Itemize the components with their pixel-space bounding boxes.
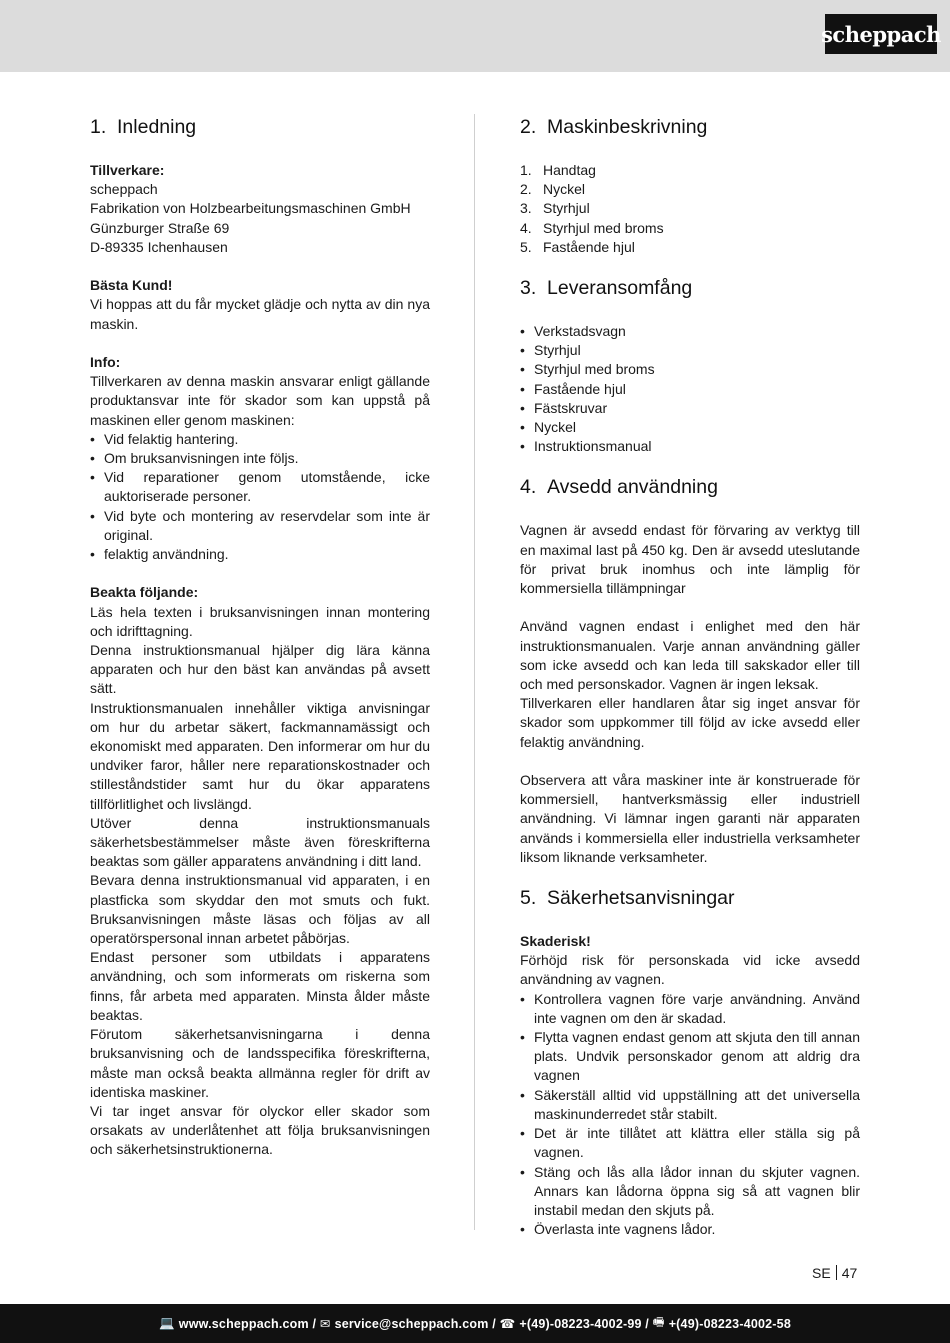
info-text: Tillverkaren av denna maskin ansvarar enligt gällande produktansvar inte för skador som kan uppstå på maskinen eller genom maskinen: [90,373,430,428]
computer-icon: 💻 [159,1316,175,1330]
page-number: SE 47 [812,1265,858,1281]
list-item: 2. Nyckel [520,181,586,198]
risk-text: Förhöjd risk för personskada vid icke avsedd användning av vagnen. [520,952,860,988]
list-item: • Styrhjul med broms [520,360,860,379]
manufacturer-line: scheppach [90,181,158,198]
list-item: • Kontrollera vagnen före varje användning. Använd inte vagnen om den är skadad. [520,990,860,1028]
list-item: • Stäng och lås alla lådor innan du skjuter vagnen. Annars kan lådorna öppna sig så att vagnen blir instabil medan den skjuts på. [520,1163,860,1221]
list-item: 1. Handtag [520,162,596,178]
list-item: • Vid reparationer genom utomstående, icke auktoriserade personer. [90,468,430,506]
section-heading-4: 4. Avsedd användning [520,476,718,499]
right-column [520,114,860,1239]
manufacturer-label: Tillverkare: [90,162,165,178]
list-item: • Styrhjul [520,341,860,360]
list-item: 3. Styrhjul [520,200,590,217]
manufacturer-line: Günzburger Straße 69 [90,219,230,236]
list-item: • Vid felaktig hantering. [90,430,430,449]
dear-customer-label: Bästa Kund! [90,277,173,294]
intended-use-paragraph: Använd vagnen endast i enlighet med den här instruktionsmanualen. Varje annan användning gäller som icke avsedd och kan leda till sakskador eller till och med personskador. Vagnen är ingen leksak. [520,618,860,693]
list-item: • Om bruksanvisningen inte följs. [90,449,430,468]
manufacturer-line: Fabrikation von Holzbearbeitungsmaschinen GmbH [90,200,411,217]
note-paragraph: Utöver denna instruktionsmanuals säkerhetsbestämmelser måste även föreskrifterna beaktas som gäller apparatens användning i ditt land. [90,814,430,870]
list-item: 5. Fastående hjul [520,238,635,255]
list-item: • Fästskruvar [520,399,860,418]
list-item: • Det är inte tillåtet att klättra eller ställa sig på vagnen. [520,1124,860,1162]
left-column [90,114,430,1160]
note-paragraph: Läs hela texten i bruksanvisningen innan montering och idrifttagning. [90,603,430,639]
scheppach-logo: scheppach [825,14,937,54]
info-list [90,430,430,564]
dear-customer-text: Vi hoppas att du får mycket glädje och nytta av din nya maskin. [90,296,430,332]
list-item: 4. Styrhjul med broms [520,219,664,236]
note-paragraph: Vi tar inget ansvar för olyckor eller skador som orsakats av underlåtenhet att följa bruksanvisningen och säkerhetsinstruktionerna. [90,1102,430,1158]
column-divider [474,114,475,1230]
note-paragraph: Instruktionsmanualen innehåller viktiga anvisningar om hur du arbetar säkert, fackmannamässigt och ekonomiskt med apparaten. Den informerar om hur du undviker faror, håller nere reparationskostnader och stilleståndstider samt hur du ökar apparatens tillförlitlighet och livslängd. [90,699,430,812]
parts-list [520,161,860,257]
top-bar [0,0,950,72]
note-label: Beakta följande: [90,584,199,601]
section-heading-2: 2. Maskinbeskrivning [520,116,708,138]
list-item: • Nyckel [520,418,860,437]
section-heading-3: 3. Leveransomfång [520,277,693,300]
note-paragraph: Denna instruktionsmanual hjälper dig lära känna apparaten och hur den bäst kan användas på avsett sätt. [90,642,430,697]
delivery-list [520,322,860,456]
note-paragraph: Förutom säkerhetsanvisningarna i denna bruksanvisning och de landsspecifika föreskrifterna, måste man också beakta allmänna regler för drift av identiska maskiner. [90,1026,430,1100]
section-heading-5: 5. Säkerhetsanvisningar [520,887,735,910]
list-item: • Säkerställ alltid vid uppställning att det universella maskinunderredet står stabilt. [520,1086,860,1124]
footer-phone: +(49)-08223-4002-99 / [519,1316,649,1331]
section-heading-1: 1. Inledning [90,116,197,138]
list-item: • Fastående hjul [520,380,860,399]
note-paragraph: Bevara denna instruktionsmanual vid apparaten, i en plastficka som skyddar den mot smuts och fukt. Bruksanvisningen måste läsas och följas av all operatörspersonal innan arbetet påbörjas. [90,872,430,947]
mail-icon: ✉ [319,1317,331,1331]
list-item: • Verkstadsvagn [520,322,860,341]
list-item: • Flytta vagnen endast genom att skjuta den till annan plats. Undvik personskador genom att aldrig dra vagnen [520,1028,860,1086]
footer-fax: +(49)-08223-4002-58 [668,1316,791,1331]
list-item: • Vid byte och montering av reservdelar som inte är original. [90,507,430,545]
phone-icon: ☎ [499,1317,516,1331]
footer-bar [0,1304,950,1343]
intended-use-paragraph: Tillverkaren eller handlaren åtar sig inget ansvar för skador som uppkommer till följd av icke avsedd eller felaktig användning. [520,695,860,750]
safety-list [520,990,860,1240]
footer-email[interactable]: service@scheppach.com / [334,1316,496,1331]
intended-use-paragraph: Vagnen är avsedd endast för förvaring av verktyg till en maximal last på 450 kg. Den är avsedd uteslutande för privat bruk inomhus och inte lämplig för kommersiella tillämpningar [520,522,860,597]
risk-label: Skaderisk! [520,933,591,950]
footer-web[interactable]: www.scheppach.com / [178,1316,317,1331]
manufacturer-line: D-89335 Ichenhausen [90,238,228,255]
fax-icon: 🖷 [652,1315,665,1329]
info-label: Info: [90,354,121,370]
list-item: • Överlasta inte vagnens lådor. [520,1220,860,1239]
list-item: • Instruktionsmanual [520,437,860,456]
list-item: • felaktig användning. [90,545,430,564]
note-paragraph: Endast personer som utbildats i apparatens användning, och som informerats om riskerna som finns, får arbeta med apparaten. Minsta ålder måste beaktas. [90,949,430,1023]
intended-use-paragraph: Observera att våra maskiner inte är konstruerade för kommersiell, hantverksmässig eller industriell användning. Vi lämnar ingen garanti när apparaten används i kommersiella eller industriella verksamheter liksom liknande verksamheter. [520,772,860,865]
